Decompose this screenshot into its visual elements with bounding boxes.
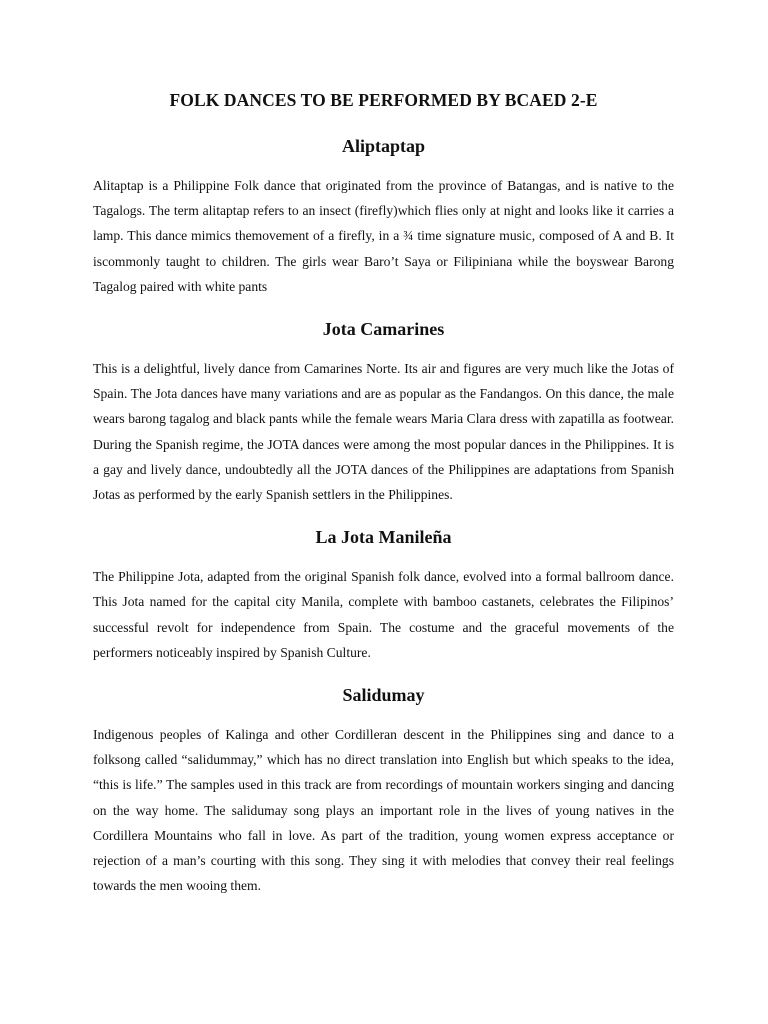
section-heading: Salidumay (342, 685, 425, 706)
document-page (93, 86, 674, 915)
section-heading: Aliptaptap (341, 136, 426, 156)
document-title: FOLK DANCES TO BE PERFORMED BY BCAED 2-E (169, 90, 598, 110)
section-heading: Jota Camarines (322, 319, 445, 340)
section-jota-camarines (93, 316, 674, 507)
section-salidumay (93, 682, 674, 898)
section-body: This is a delightful, lively dance from Camarines Norte. Its air and figures are very much like the Jotas of Spain. The Jota dances have many variations and are as popular as the Fandangos. On this dance, the male wears barong tagalog and black pants while the female wears Maria Clara dress with zapatilla as footwear. During the Spanish regime, the JOTA dances were among the most popular dances in the Philippines. It is a gay and lively dance, undoubtedly all the JOTA dances of the Philippines are adaptations from Spanish Jotas as performed by the early Spanish settlers in the Philippines. (93, 361, 674, 503)
section-heading: La Jota Manileña (315, 527, 452, 548)
section-body: Indigenous peoples of Kalinga and other Cordilleran descent in the Philippines sing and dance to a folksong called “salidummay,” which has no direct translation into English but which speaks to the idea, “this is life.” The samples used in this track are from recordings of mountain workers singing and dancing on the way home. The salidumay song plays an important role in the lives of young natives in the Cordillera Mountains who fall in love. As part of the tradition, young women express acceptance or rejection of a man’s courting with this song. They sing it with melodies that convey their real feelings towards the men wooing them. (93, 727, 674, 894)
section-body: The Philippine Jota, adapted from the original Spanish folk dance, evolved into a formal ballroom dance. This Jota named for the capital city Manila, complete with bamboo castanets, celebrates the Filipinos’ successful revolt for independence from Spain. The costume and the graceful movements of the performers noticeably inspired by Spanish Culture. (93, 569, 674, 660)
section-aliptaptap (93, 133, 674, 299)
section-body: Alitaptap is a Philippine Folk dance that originated from the province of Batangas, and is native to the Tagalogs. The term alitaptap refers to an insect (firefly)which flies only at night and looks like it carries a lamp. This dance mimics themovement of a firefly, in a ¾ time signature music, composed of A and B. It iscommonly taught to children. The girls wear Baro’t Saya or Filipiniana while the boyswear Barong Tagalog paired with white pants (93, 178, 674, 294)
section-la-jota-manilena (93, 524, 674, 665)
